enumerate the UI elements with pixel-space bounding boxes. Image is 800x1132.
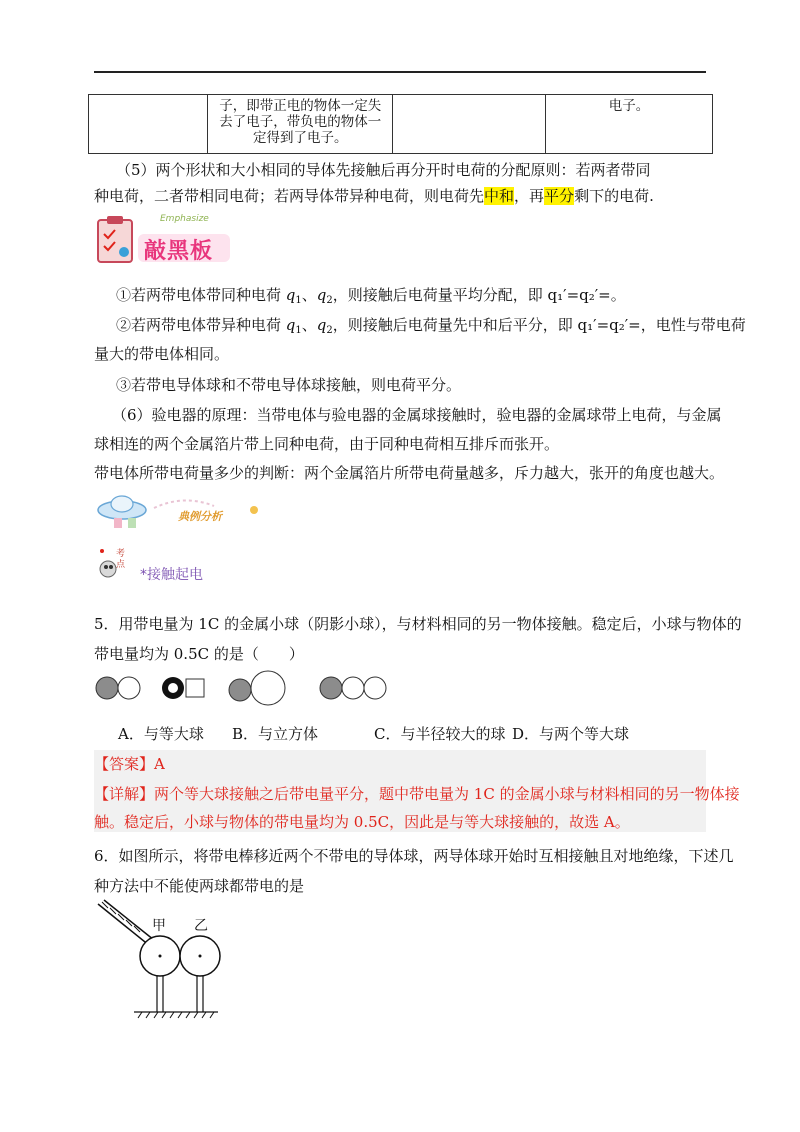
- q5-figures: [94, 670, 394, 710]
- section6-line3: 带电体所带电荷量多少的判断：两个金属箔片所带电荷量越多，斥力越大，张开的角度也越大。: [94, 464, 725, 482]
- table-cell-empty-1: [89, 95, 208, 154]
- header-rule: [94, 71, 706, 73]
- label-yi: 乙: [194, 918, 208, 934]
- knock-blackboard-badge: Emphasize 敲黑板: [94, 212, 234, 268]
- example-analysis-badge: 典例分析: [94, 490, 274, 536]
- badge-title: 敲黑板: [144, 239, 214, 264]
- option-d-figure: [320, 677, 386, 699]
- label-jia: 甲: [152, 918, 166, 934]
- q5-stem-line1: 5．用带电量为 1C 的金属小球（阴影小球），与材料相同的另一物体接触。稳定后，小球与物体的: [94, 615, 742, 633]
- q5-detail-line1: 【详解】两个等大球接触之后带电量平分，题中带电量为 1C 的金属小球与材料相同的另一物体接: [94, 785, 740, 803]
- table-cell-empty-2: [393, 95, 546, 154]
- charged-rod-icon: [98, 900, 154, 946]
- choice-c[interactable]: C．与半径较大的球: [374, 725, 506, 743]
- table-cell-text: 子，即带正电的物体一定失 去了电子，带负电的物体一 定得到了电子。: [208, 95, 393, 154]
- section5-line1: （5）两个形状和大小相同的导体先接触后再分开时电荷的分配原则：若两者带同: [116, 161, 651, 179]
- highlight-split: 平分: [544, 187, 575, 205]
- kaodian-topic: *接触起电: [140, 567, 203, 583]
- ground-hatch: [134, 1012, 218, 1018]
- q6-stem-line2: 种方法中不能使两球都带电的是: [94, 877, 305, 895]
- q5-answer: 【答案】A: [94, 755, 165, 773]
- section6-line2: 球相连的两个金属箔片带上同种电荷，由于同种电荷相互排斥而张开。: [94, 435, 560, 453]
- choice-d[interactable]: D．与两个等大球: [512, 725, 630, 743]
- note-3: ③若带电导体球和不带电导体球接触，则电荷平分。: [116, 376, 462, 394]
- section5-line2: 种电荷，二者带相同电荷；若两导体带异种电荷，则电荷先中和，再平分剩下的电荷.: [94, 187, 654, 205]
- q5-stem-line2: 带电量均为 0.5C 的是（ ）: [94, 645, 304, 663]
- q6-stem-line1: 6．如图所示，将带电棒移近两个不带电的导体球，两导体球开始时互相接触且对地绝缘，下述几: [94, 847, 734, 865]
- table-cell-electron: 电子。: [545, 95, 712, 154]
- highlight-neutralize: 中和: [484, 187, 515, 205]
- section6-line1: （6）验电器的原理：当带电体与验电器的金属球接触时，验电器的金属球带上电荷，与金属: [112, 406, 722, 424]
- sphere-yi: [180, 936, 220, 1012]
- choice-b[interactable]: B．与立方体: [232, 725, 319, 743]
- option-c-figure: [229, 671, 285, 705]
- sphere-jia: [140, 936, 180, 1012]
- q5-detail-line2: 触。稳定后，小球与物体的带电量均为 0.5C，因此是与等大球接触的，故选 A。: [94, 813, 630, 831]
- note-2-cont: 量大的带电体相同。: [94, 345, 230, 363]
- kaodian-icon: 考点: [94, 543, 144, 583]
- note-1: ①若两带电体带同种电荷 $q_1$、$q_2$，则接触后电荷量平均分配，即 q₁′=q₂′=。: [116, 286, 626, 306]
- option-a-figure: [96, 677, 140, 699]
- choice-a[interactable]: A．与等大球: [118, 725, 204, 743]
- note-2: ②若两带电体带异种电荷 $q_1$、$q_2$，则接触后电荷量先中和后平分，即 q₁′=q₂′=，电性与带电荷: [116, 316, 746, 336]
- continuation-table: [88, 94, 713, 154]
- option-b-figure: [162, 677, 204, 699]
